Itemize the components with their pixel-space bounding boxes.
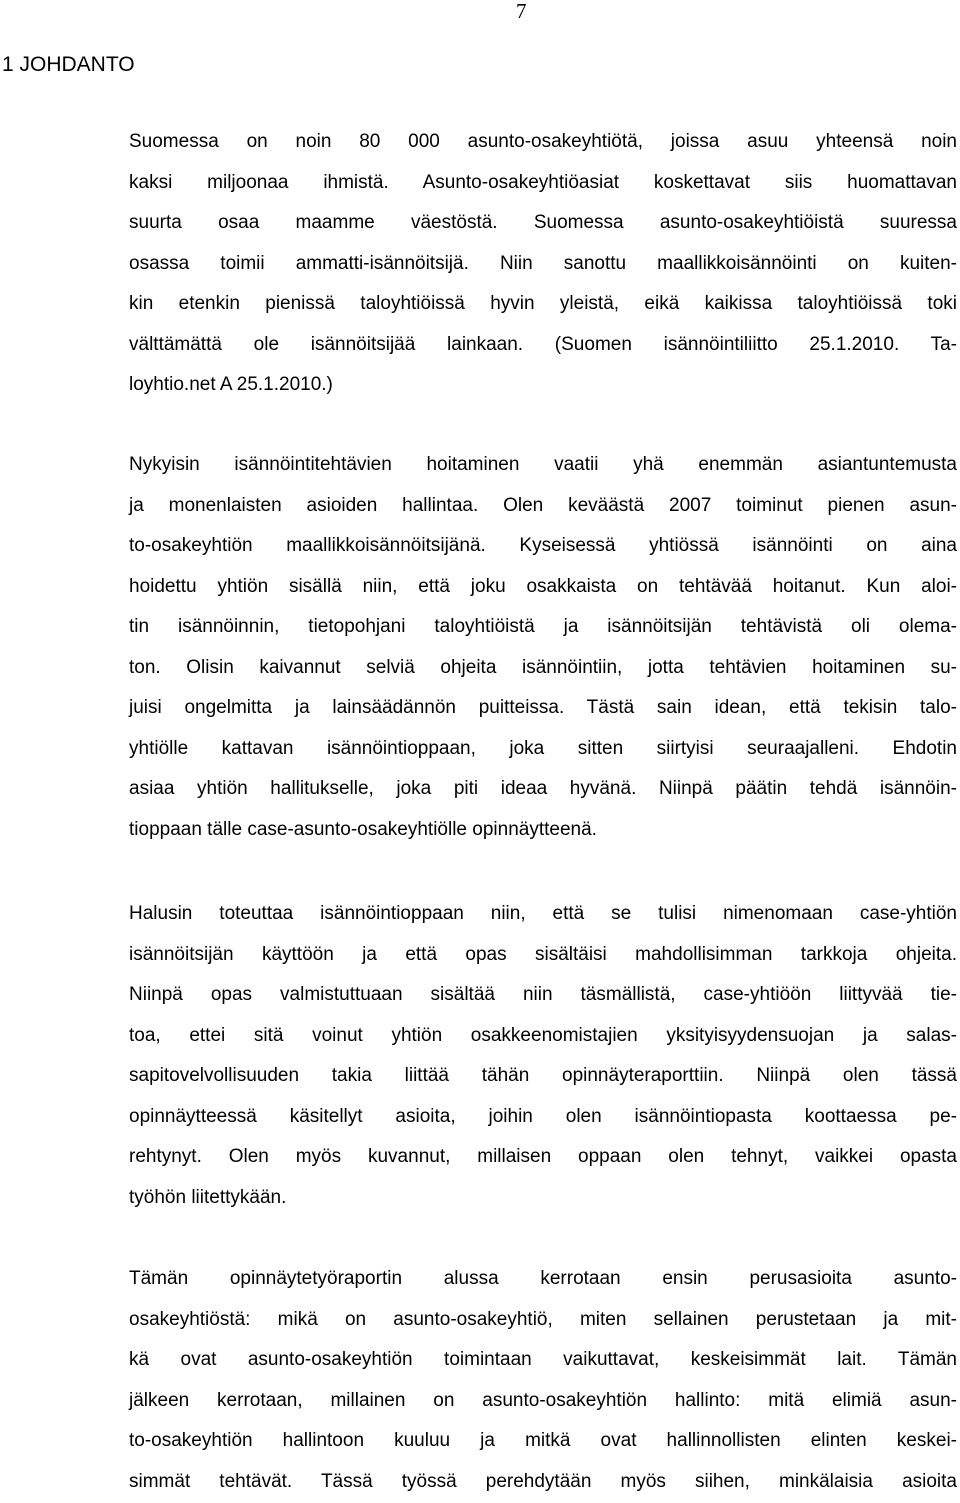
chapter-heading: 1 JOHDANTO	[2, 53, 135, 76]
text-line: hoidettu yhtiön sisällä niin, että joku osakkaista on tehtävää hoitanut. Kun aloi-	[129, 575, 957, 597]
text-line: Tämän opinnäytetyöraportin alussa kerrotaan ensin perusasioita asunto-	[129, 1268, 957, 1289]
text-line: tioppaan tälle case-asunto-osakeyhtiölle opinnäytteenä.	[129, 818, 597, 840]
text-line: asiaa yhtiön hallitukselle, joka piti ideaa hyvänä. Niinpä päätin tehdä isännöin-	[129, 778, 957, 799]
text-line: rehtynyt. Olen myös kuvannut, millaisen oppaan olen tehnyt, vaikkei opasta	[129, 1146, 957, 1167]
paragraph-background	[129, 445, 957, 850]
text-line: isännöitsijän käyttöön ja että opas sisältäisi mahdollisimman tarkkoja ohjeita.	[129, 943, 957, 965]
text-line: kaksi miljoonaa ihmistä. Asunto-osakeyhtiöasiat koskettavat siis huomattavan	[129, 171, 957, 193]
text-line: ja monenlaisten asioiden hallintaa. Olen keväästä 2007 toiminut pienen asun-	[129, 494, 957, 516]
page-number: 7	[516, 0, 527, 23]
text-line: kin etenkin pienissä taloyhtiöissä hyvin yleistä, eikä kaikissa taloyhtiöissä toki	[129, 293, 957, 314]
text-line: loyhtio.net A 25.1.2010.)	[129, 374, 333, 395]
text-line: työhön liitettykään.	[129, 1186, 287, 1208]
text-line: sapitovelvollisuuden takia liittää tähän opinnäyteraporttiin. Niinpä olen tässä	[129, 1065, 957, 1086]
text-line: juisi ongelmitta ja lainsäädännön puitteissa. Tästä sain idean, että tekisin talo-	[129, 697, 957, 718]
text-line: simmät tehtävät. Tässä työssä perehdytään myös siihen, minkälaisia asioita	[129, 1470, 957, 1492]
text-line: Nykyisin isännöintitehtävien hoitaminen vaatii yhä enemmän asiantuntemusta	[129, 454, 957, 475]
text-line: osassa toimii ammatti-isännöitsijä. Niin sanottu maallikkoisännöinti on kuiten-	[129, 252, 957, 274]
text-line: Suomessa on noin 80 000 asunto-osakeyhtiötä, joissa asuu yhteensä noin	[129, 131, 957, 152]
text-line: välttämättä ole isännöitsijää lainkaan. (Suomen isännöintiliitto 25.1.2010. Ta-	[129, 333, 957, 355]
text-line: toa, ettei sitä voinut yhtiön osakkeenomistajien yksityisyydensuojan ja salas-	[129, 1024, 957, 1046]
text-line: Niinpä opas valmistuttuaan sisältää niin täsmällistä, case-yhtiöön liittyvää tie-	[129, 984, 957, 1005]
text-line: opinnäytteessä käsitellyt asioita, joihin olen isännöintiopasta koottaessa pe-	[129, 1105, 957, 1127]
text-line: suurta osaa maamme väestöstä. Suomessa asunto-osakeyhtiöistä suuressa	[129, 212, 957, 233]
text-line: Halusin toteuttaa isännöintioppaan niin, että se tulisi nimenomaan case-yhtiön	[129, 903, 957, 924]
paragraph-goal	[129, 894, 957, 1218]
text-line: to-osakeyhtiön maallikkoisännöitsijänä. Kyseisessä yhtiössä isännöinti on aina	[129, 535, 957, 556]
text-line: yhtiölle kattavan isännöintioppaan, joka sitten siirtyisi seuraajalleni. Ehdotin	[129, 737, 957, 759]
paragraph-structure	[129, 1259, 957, 1502]
text-line: kä ovat asunto-osakeyhtiön toimintaan vaikuttavat, keskeisimmät lait. Tämän	[129, 1349, 957, 1370]
text-line: osakeyhtiöstä: mikä on asunto-osakeyhtiö, miten sellainen perustetaan ja mit-	[129, 1308, 957, 1330]
text-line: jälkeen kerrotaan, millainen on asunto-osakeyhtiön hallinto: mitä elimiä asun-	[129, 1389, 957, 1411]
text-line: ton. Olisin kaivannut selviä ohjeita isännöintiin, jotta tehtävien hoitaminen su-	[129, 656, 957, 678]
text-line: to-osakeyhtiön hallintoon kuuluu ja mitkä ovat hallinnollisten elinten keskei-	[129, 1430, 957, 1451]
text-line: tin isännöinnin, tietopohjani taloyhtiöistä ja isännöitsijän tehtävistä oli olema-	[129, 616, 957, 637]
paragraph-intro	[129, 122, 957, 406]
